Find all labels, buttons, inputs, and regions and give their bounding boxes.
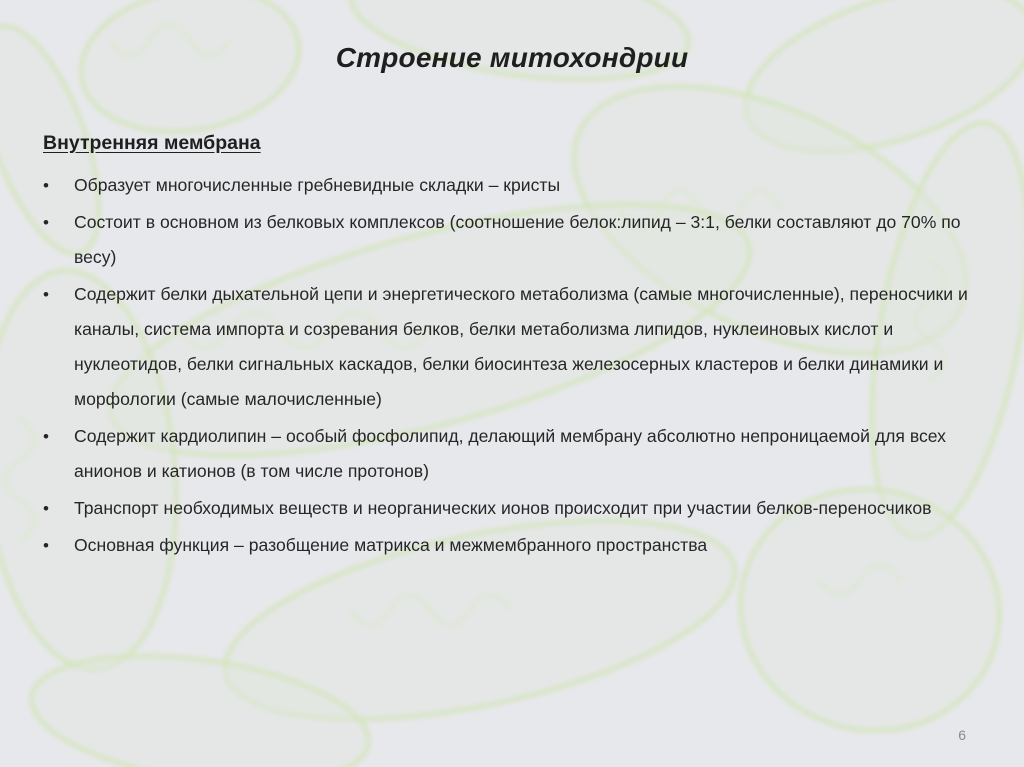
bullet-item: • Содержит кардиолипин – особый фосфолипид, делающий мембрану абсолютно непроницаемой для всех анионов и катионов (в том числе протонов) [43, 419, 973, 489]
page-number: 6 [958, 727, 966, 743]
bullet-item: • Основная функция – разобщение матрикса и межмембранного пространства [43, 528, 973, 563]
bullet-item: • Образует многочисленные гребневидные складки – кристы [43, 168, 973, 203]
slide-content [43, 132, 973, 565]
bullet-list [43, 168, 973, 563]
bullet-item: • Транспорт необходимых веществ и неорганических ионов происходит при участии белков-переносчиков [43, 491, 973, 526]
slide-title: Строение митохондрии [335, 42, 689, 73]
bullet-item: • Содержит белки дыхательной цепи и энергетического метаболизма (самые многочисленные), переносчики и каналы, система импорта и созревания белков, белки метаболизма липидов, нуклеиновых кислот и нуклеотидов, белки сигнальных каскадов, белки биосинтеза железосерных кластеров и белки динамики и морфологии (самые малочисленные) [43, 277, 973, 417]
bullet-item: • Состоит в основном из белковых комплексов (соотношение белок:липид – 3:1, белки составляют до 70% по весу) [43, 205, 973, 275]
section-subtitle: Внутренняя мембрана [43, 132, 261, 154]
